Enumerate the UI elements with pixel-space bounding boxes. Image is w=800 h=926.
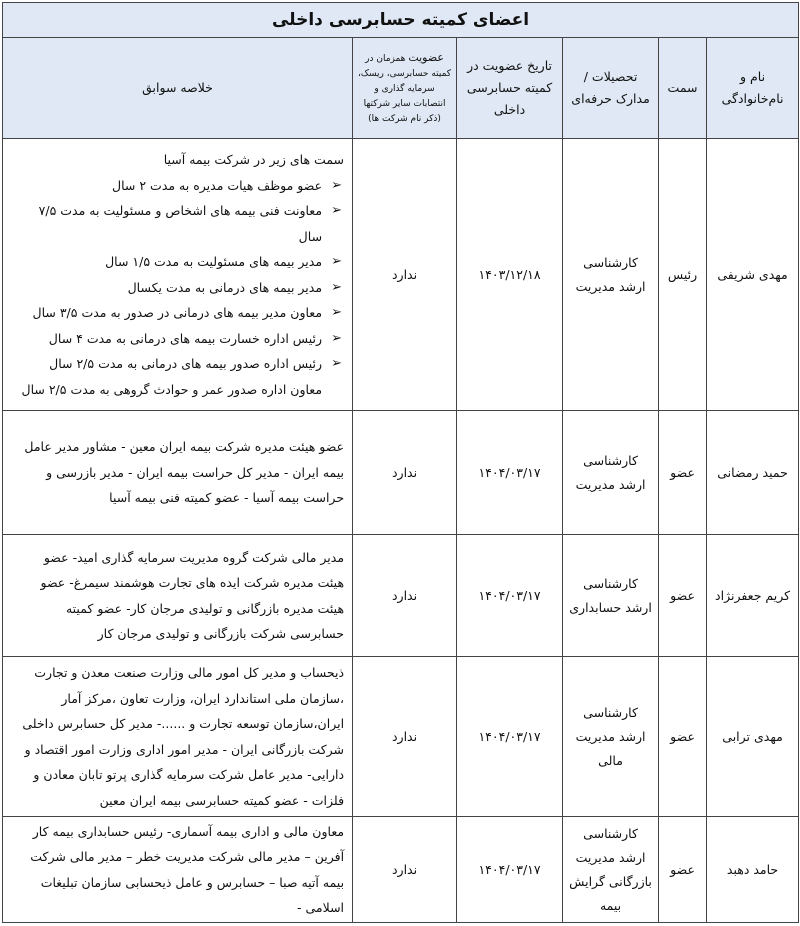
header-education: تحصیلات / مدارک حرفه‌ای: [563, 38, 659, 139]
summary-list: [17, 173, 344, 377]
table-row: [3, 535, 799, 657]
member-position: عضو: [659, 535, 707, 657]
checkmark-arrow-icon: ➢: [331, 203, 343, 218]
member-date: ۱۴۰۴/۰۳/۱۷: [457, 817, 563, 923]
member-name: مهدی شریفی: [707, 139, 799, 411]
member-concurrent: ندارد: [353, 657, 457, 817]
audit-committee-table: [2, 2, 799, 923]
header-name: نام و نام‌خانوادگی: [707, 38, 799, 139]
member-name: حمید رمضانی: [707, 411, 799, 535]
list-item: ➢ رئیس اداره خسارت بیمه های درمانی به مدت ۴ سال: [17, 326, 322, 352]
checkmark-arrow-icon: ➢: [331, 356, 343, 371]
member-date: ۱۴۰۴/۰۳/۱۷: [457, 535, 563, 657]
member-summary: عضو هیئت مدیره شرکت بیمه ایران معین - مشاور مدیر عامل بیمه ایران - مدیر کل حراست بیمه ایران - مدیر بازرسی و حراست بیمه آسیا - عضو کمیته فنی بیمه آسیا: [3, 411, 353, 535]
list-item: ➢ رئیس اداره صدور بیمه های درمانی به مدت ۲/۵ سال: [17, 351, 322, 377]
member-education: کارشناسی ارشد مدیریت مالی: [563, 657, 659, 817]
header-concurrent-membership-rest: همزمان در کمیته حسابرسی، ریسک، سرمایه گذاری و انتصابات سایر شرکتها (ذکر نام شرکت ها): [358, 53, 452, 124]
checkmark-arrow-icon: ➢: [331, 305, 343, 320]
table-row: [3, 139, 799, 411]
list-item: ➢ مدیر بیمه های مسئولیت به مدت ۱/۵ سال: [17, 249, 322, 275]
member-education: کارشناسی ارشد مدیریت بازرگانی گرایش بیمه: [563, 817, 659, 923]
member-date: ۱۴۰۴/۰۳/۱۷: [457, 411, 563, 535]
table-title: اعضای کمیته حسابرسی داخلی: [3, 3, 799, 38]
member-concurrent: ندارد: [353, 817, 457, 923]
member-education: کارشناسی ارشد مدیریت: [563, 411, 659, 535]
member-summary: [3, 139, 353, 411]
member-concurrent: ندارد: [353, 411, 457, 535]
list-item: ➢ معاونت فنی بیمه های اشخاص و مسئولیت به مدت ۷/۵ سال: [17, 198, 322, 249]
checkmark-arrow-icon: ➢: [331, 330, 343, 346]
checkmark-arrow-icon: ➢: [331, 279, 343, 295]
header-concurrent-membership-title: عضویت: [408, 50, 444, 64]
table-row: [3, 657, 799, 817]
member-name: مهدی ترابی: [707, 657, 799, 817]
member-date: ۱۴۰۴/۰۳/۱۷: [457, 657, 563, 817]
header-concurrent-membership: [353, 38, 457, 139]
list-item: ➢ معاون مدیر بیمه های درمانی در صدور به مدت ۳/۵ سال: [17, 300, 322, 326]
checkmark-arrow-icon: ➢: [331, 254, 343, 269]
member-summary: معاون مالی و اداری بیمه آسماری- رئیس حسابداری بیمه کار آفرین – مدیر مالی شرکت مدیریت خطر – مدیر مالی شرکت بیمه آتیه صبا – حسابرس و عامل ذیحسابی سازمان تبلیغات اسلامی -: [3, 817, 353, 923]
member-concurrent: ندارد: [353, 139, 457, 411]
header-summary: خلاصه سوابق: [3, 38, 353, 139]
table-row: [3, 817, 799, 923]
member-name: کریم جعفرنژاد: [707, 535, 799, 657]
table-row: [3, 411, 799, 535]
list-item: ➢ عضو موظف هیات مدیره به مدت ۲ سال: [17, 173, 322, 199]
summary-outro: معاون اداره صدور عمر و حوادث گروهی به مدت ۲/۵ سال: [21, 381, 323, 397]
header-membership-date: تاریخ عضویت در کمیته حسابرسی داخلی: [457, 38, 563, 139]
member-position: عضو: [659, 817, 707, 923]
member-concurrent: ندارد: [353, 535, 457, 657]
member-position: عضو: [659, 411, 707, 535]
member-summary: ذیحساب و مدیر کل امور مالی وزارت صنعت معدن و تجارت ،سازمان ملی استاندارد ایران، وزارت تعاون ،مرکز آمار ایران،سازمان توسعه تجارت و ......- مدیر کل حسابرس داخلی شرکت بازرگانی ایران - مدیر امور اداری وزارت امور اقتصاد و دارایی- مدیر عامل شرکت سرمایه گذاری پرتو تابان معادن و فلزات - عضو کمیته حسابرسی بیمه ایران معین: [3, 657, 353, 817]
member-education: کارشناسی ارشد مدیریت: [563, 139, 659, 411]
member-position: عضو: [659, 657, 707, 817]
header-position: سمت: [659, 38, 707, 139]
list-item: ➢ مدیر بیمه های درمانی به مدت یکسال: [17, 275, 322, 301]
member-summary: مدیر مالی شرکت گروه مدیریت سرمایه گذاری امید- عضو هیئت مدیره شرکت ایده های تجارت هوشمند سیمرغ- عضو هیئت مدیره بازرگانی و تولیدی مرجان کار- عضو کمیته حسابرسی شرکت بازرگانی و تولیدی مرجان کار: [3, 535, 353, 657]
member-date: ۱۴۰۳/۱۲/۱۸: [457, 139, 563, 411]
checkmark-arrow-icon: ➢: [331, 177, 343, 193]
member-education: کارشناسی ارشد حسابداری: [563, 535, 659, 657]
member-name: حامد دهبد: [707, 817, 799, 923]
summary-intro: سمت های زیر در شرکت بیمه آسیا: [163, 152, 345, 167]
member-position: رئیس: [659, 139, 707, 411]
